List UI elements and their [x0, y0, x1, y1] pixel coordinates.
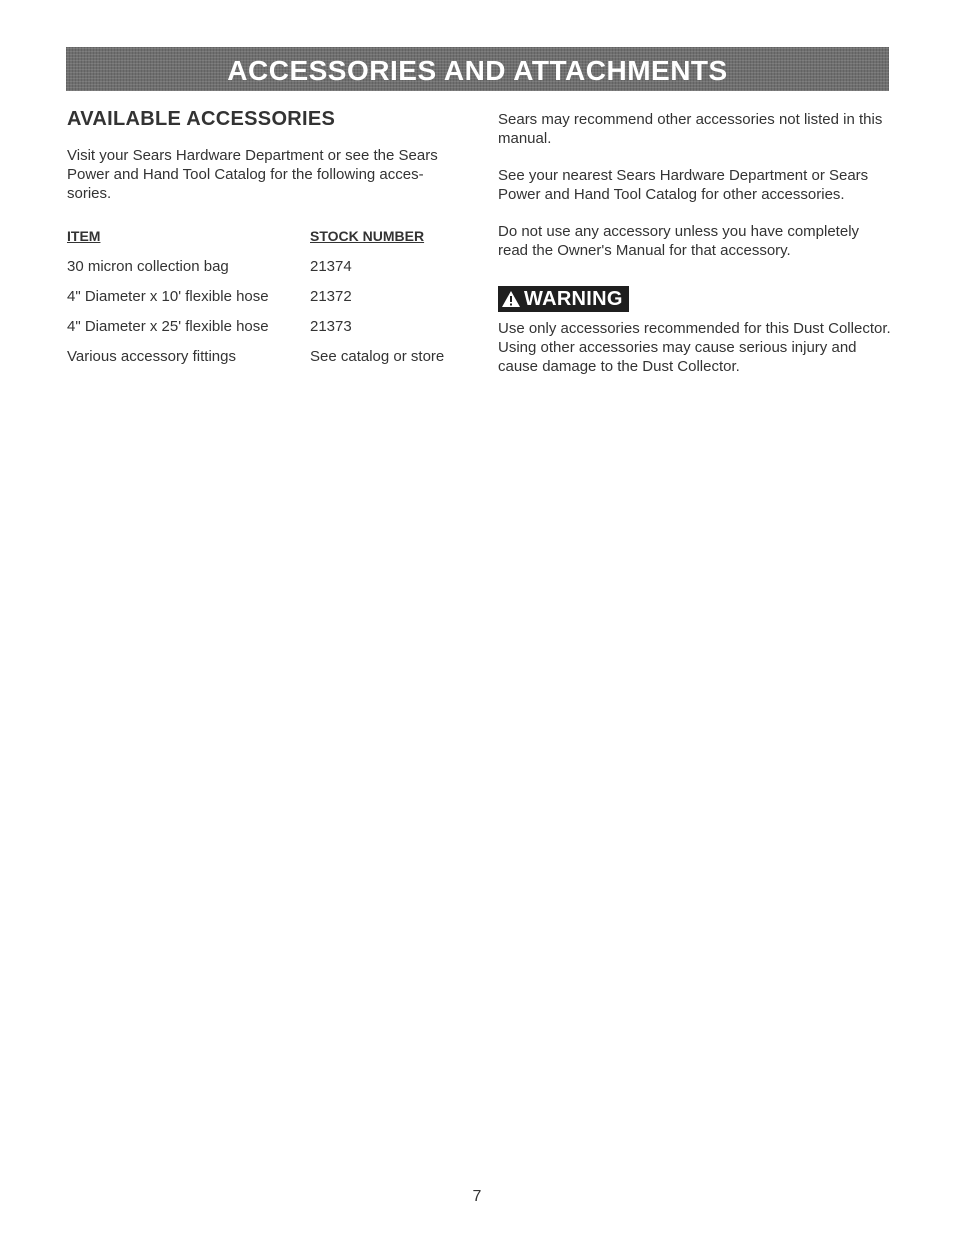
stock-number-column-header: STOCK NUMBER — [310, 228, 425, 244]
available-accessories-heading: AVAILABLE ACCESSORIES — [67, 108, 336, 130]
recommend-paragraph: Sears may recommend other accessories not listed in this manual. — [498, 111, 883, 147]
catalog-paragraph: See your nearest Sears Hardware Department or Sears Power and Hand Tool Catalog for other accessories. — [498, 167, 869, 203]
accessories-table — [67, 227, 467, 377]
warning-label — [498, 286, 629, 312]
item-cell: Various accessory fittings — [67, 348, 236, 365]
stock-number-cell: See catalog or store — [310, 348, 445, 365]
owners-manual-paragraph: Do not use any accessory unless you have completely read the Owner's Manual for that accessory. — [498, 223, 860, 259]
item-cell: 4" Diameter x 25' flexible hose — [67, 318, 269, 335]
item-cell: 30 micron collection bag — [67, 258, 229, 275]
item-column-header: ITEM — [67, 228, 101, 244]
table-row — [67, 287, 467, 317]
section-title: ACCESSORIES AND ATTACHMENTS — [227, 54, 728, 86]
warning-label-text: WARNING — [524, 288, 623, 310]
table-row — [67, 347, 467, 377]
table-row — [67, 317, 467, 347]
warning-text: Use only accessories recommended for this Dust Collector. Using other accessories may cause serious injury and cause damage to the Dust Collector. — [498, 320, 891, 375]
table-header-row — [67, 227, 467, 257]
stock-number-cell: 21372 — [310, 288, 352, 305]
item-cell: 4" Diameter x 10' flexible hose — [67, 288, 269, 305]
stock-number-cell: 21374 — [310, 258, 352, 275]
page-number: 7 — [472, 1188, 482, 1205]
section-banner — [66, 47, 889, 91]
warning-triangle-icon — [501, 290, 521, 308]
left-column — [67, 108, 467, 377]
table-row — [67, 257, 467, 287]
stock-number-cell: 21373 — [310, 318, 352, 335]
intro-paragraph: Visit your Sears Hardware Department or see the Sears Power and Hand Tool Catalog for the following acces-sories. — [67, 147, 438, 202]
right-column — [498, 110, 893, 376]
